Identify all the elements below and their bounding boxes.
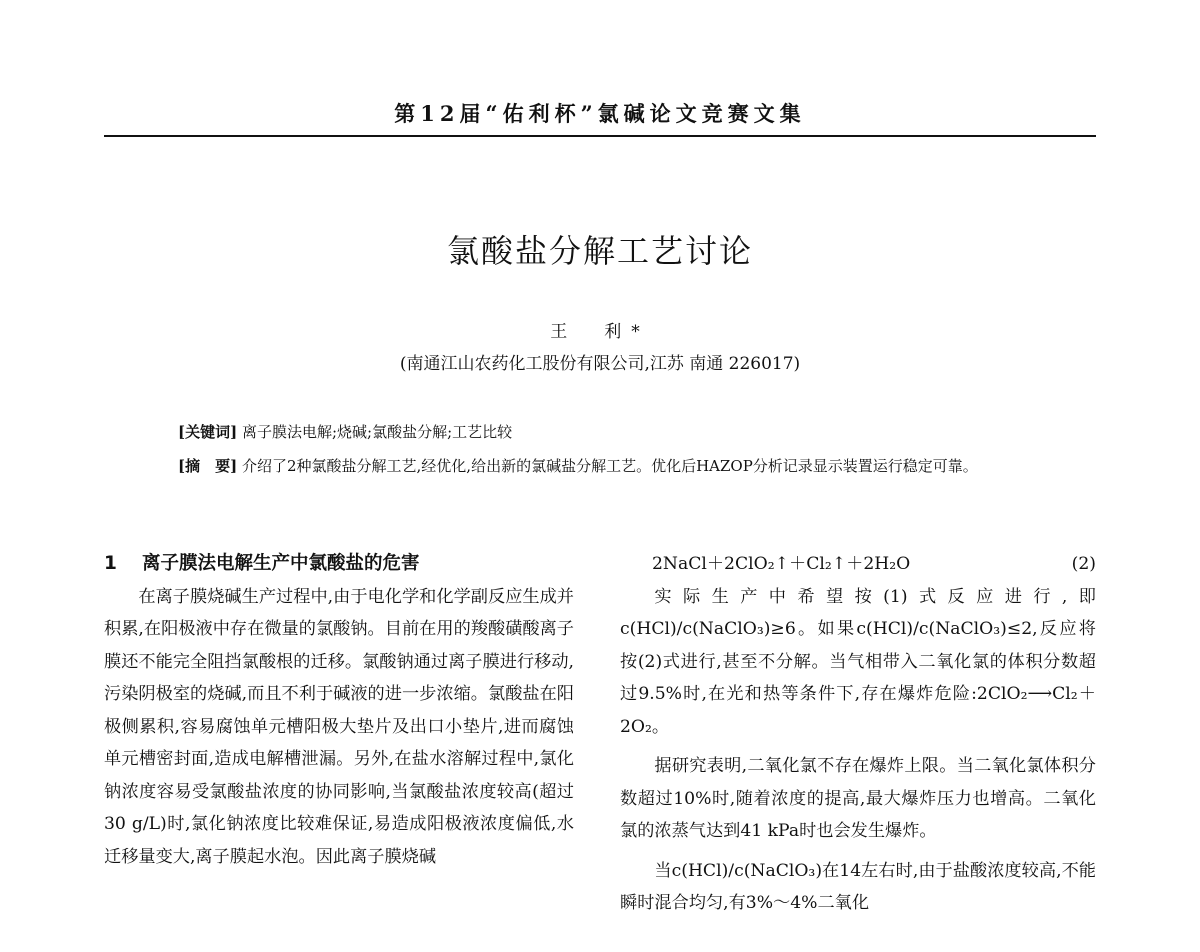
running-header: 第12届“佑利杯”氯碱论文竞赛文集 — [394, 101, 806, 126]
equation-text: 2NaCl＋2ClO₂↑＋Cl₂↑＋2H₂O — [652, 554, 911, 574]
author-affiliation: (南通江山农药化工股份有限公司,江苏 南通 226017) — [399, 354, 801, 374]
article-title: 氯酸盐分解工艺讨论 — [446, 232, 753, 270]
paragraph-gap — [620, 848, 1096, 855]
keywords-label: [关键词] — [178, 423, 238, 441]
keywords-line — [178, 421, 512, 442]
section-heading — [104, 548, 574, 581]
left-column — [104, 548, 574, 873]
abstract-label: [摘 要] — [178, 457, 238, 475]
body-paragraph: 实际生产中希望按(1)式反应进行,即c(HCl)/c(NaClO₃)≥6。如果c(HCl)/c(NaClO₃)≤2,反应将按(2)式进行,甚至不分解。当气相带入二氧化氯的体积分数超过9.5%时,在光和热等条件下,存在爆炸危险:2ClO₂⟶Cl₂＋2O₂。 — [620, 586, 1096, 737]
paragraph-gap — [620, 743, 1096, 750]
abstract-block — [148, 452, 1068, 481]
keywords-text: 离子膜法电解;烧碱;氯酸盐分解;工艺比较 — [241, 423, 513, 441]
abstract-text: 介绍了2种氯酸盐分解工艺,经优化,给出新的氯碱盐分解工艺。优化后HAZOP分析记录显示装置运行稳定可靠。 — [241, 457, 978, 475]
equation-2 — [620, 548, 1096, 581]
section-title: 离子膜法电解生产中氯酸盐的危害 — [142, 553, 420, 574]
body-paragraph: 当c(HCl)/c(NaClO₃)在14左右时,由于盐酸浓度较高,不能瞬时混合均匀,有3%～4%二氧化 — [620, 860, 1096, 913]
body-paragraph: 在离子膜烧碱生产过程中,由于电化学和化学副反应生成并积累,在阳极液中存在微量的氯酸钠。目前在用的羧酸磺酸离子膜还不能完全阻挡氯酸根的迁移。氯酸钠通过离子膜进行移动,污染阴极室的烧碱,而且不利于碱液的进一步浓缩。氯酸盐在阳极侧累积,容易腐蚀单元槽阳极大垫片及出口小垫片,进而腐蚀单元槽密封面,造成电解槽泄漏。另外,在盐水溶解过程中,氯化钠浓度容易受氯酸盐浓度的协同影响,当氯酸盐浓度较高(超过30 g/L)时,氯化钠浓度比较难保证,易造成阳极液浓度偏低,水迁移量变大,离子膜起水泡。因此离子膜烧碱 — [104, 586, 574, 867]
right-column — [620, 548, 1096, 920]
header-rule — [104, 135, 1096, 137]
body-paragraph: 据研究表明,二氧化氯不存在爆炸上限。当二氧化氯体积分数超过10%时,随着浓度的提高,最大爆炸压力也增高。二氧化氯的浓蒸气达到41 kPa时也会发生爆炸。 — [620, 756, 1096, 841]
equation-number: (2) — [1071, 554, 1096, 574]
section-number: 1 — [104, 553, 117, 574]
author-name: 王 利* — [550, 322, 650, 342]
